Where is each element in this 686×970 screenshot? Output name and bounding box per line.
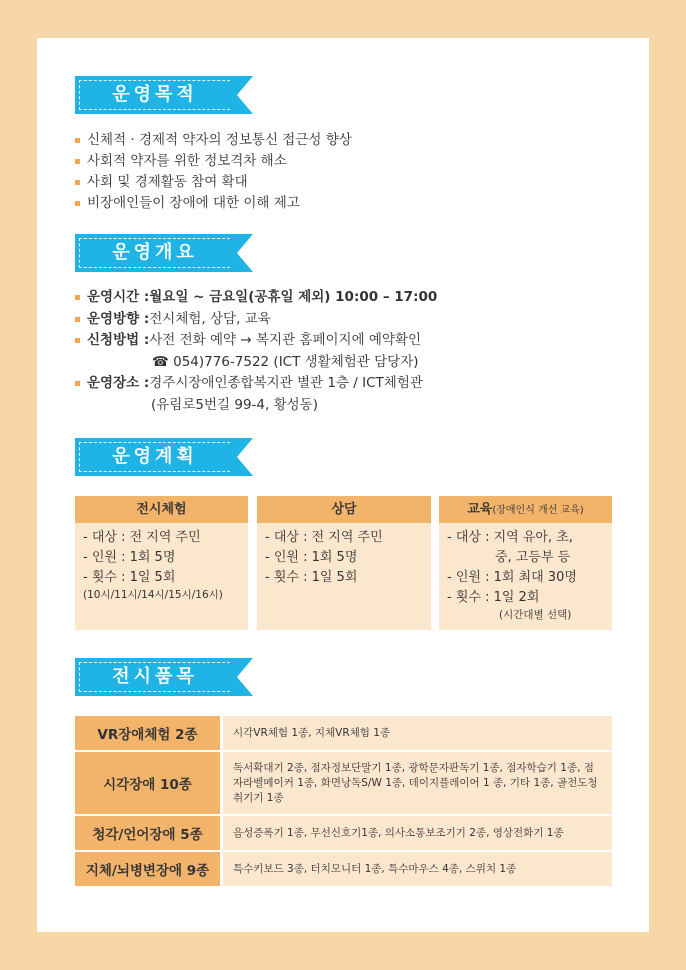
list-item: 사회 및 경제활동 참여 확대 <box>75 172 352 193</box>
exhibit-table <box>75 716 612 888</box>
apply-value: 사전 전화 예약 → 복지관 홈페이지에 예약확인 <box>149 332 422 348</box>
section-title-purpose: 운영목적 <box>112 84 198 105</box>
card-count: - 횟수 : 1일 5회 <box>265 570 358 585</box>
row-category: VR장애체험 2종 <box>75 716 220 750</box>
method-value: 전시체험, 상담, 교육 <box>149 310 271 327</box>
card-title <box>439 496 612 523</box>
card-target: - 대상 : 지역 유아, 초, <box>447 530 573 545</box>
place-label: 운영장소 : <box>87 375 150 391</box>
card-title: 전시체험 <box>75 496 248 523</box>
phone-value: ☎ 054)776-7522 (ICT 생활체험관 담당자) <box>152 353 419 370</box>
overview-address <box>75 395 437 417</box>
overview-apply <box>75 330 437 352</box>
overview-hours <box>75 287 437 309</box>
overview-place <box>75 373 437 395</box>
purpose-list <box>75 130 352 214</box>
card-title-sub: (장애인식 개선 교육) <box>492 505 584 516</box>
row-category: 시각장애 10종 <box>75 752 220 814</box>
row-category: 청각/언어장애 5종 <box>75 816 220 850</box>
table-row <box>75 852 612 886</box>
card-people: - 인원 : 1회 5명 <box>265 550 358 565</box>
table-row <box>75 816 612 850</box>
card-people: - 인원 : 1회 5명 <box>83 550 176 565</box>
plan-cards <box>75 496 612 630</box>
list-item: 비장애인들이 장애에 대한 이해 제고 <box>75 193 352 214</box>
overview-info <box>75 287 437 416</box>
card-target-cont: 중, 고등부 등 <box>495 550 571 565</box>
row-items: 시각VR체험 1종, 지체VR체험 1종 <box>223 716 612 750</box>
card-note: (시간대별 선택) <box>499 609 572 621</box>
plan-card-exhibit <box>75 496 248 630</box>
address-value: (유림로5번길 99-4, 황성동) <box>151 396 318 413</box>
overview-method <box>75 309 437 331</box>
card-title-main: 교육 <box>467 502 493 517</box>
plan-card-edu <box>439 496 612 630</box>
list-item: 사회적 약자를 위한 정보격차 해소 <box>75 151 352 172</box>
hours-label: 운영시간 : <box>87 289 150 305</box>
card-target: - 대상 : 전 지역 주민 <box>265 530 383 545</box>
table-row <box>75 716 612 750</box>
section-title-overview: 운영개요 <box>112 242 198 263</box>
list-item: 신체적 · 경제적 약자의 정보통신 접근성 향상 <box>75 130 352 151</box>
row-items: 독서확대기 2종, 점자정보단말기 1종, 광학문자판독기 1종, 점자학습기 1종, 점자라벨메이커 1종, 화면낭독S/W 1종, 데이지플레이어 1 종, 기타 1종, 골전도청취기기 1종 <box>223 752 612 814</box>
card-times: (10시/11시/14시/15시/16시) <box>83 589 223 601</box>
card-people: - 인원 : 1회 최대 30명 <box>447 570 577 585</box>
overview-phone <box>75 352 437 374</box>
hours-value: 월요일 ~ 금요일(공휴일 제외) 10:00 – 17:00 <box>149 289 438 305</box>
plan-card-consult <box>257 496 431 630</box>
card-title: 상담 <box>257 496 431 523</box>
place-value: 경주시장애인종합복지관 별관 1층 / ICT체험관 <box>149 375 423 391</box>
section-title-exhibit: 전시품목 <box>112 666 198 687</box>
method-label: 운영방향 : <box>87 310 150 327</box>
row-items: 음성증폭기 1종, 무선신호기1종, 의사소통보조기기 2종, 영상전화기 1종 <box>223 816 612 850</box>
table-row <box>75 752 612 814</box>
card-target: - 대상 : 전 지역 주민 <box>83 530 201 545</box>
card-count: - 횟수 : 1일 5회 <box>83 570 176 585</box>
row-items: 특수키보드 3종, 터치모니터 1종, 특수마우스 4종, 스위치 1종 <box>223 852 612 886</box>
row-category: 지체/뇌병변장애 9종 <box>75 852 220 886</box>
card-count: - 횟수 : 1일 2회 <box>447 590 540 605</box>
apply-label: 신청방법 : <box>87 332 150 348</box>
section-title-plan: 운영계획 <box>112 446 198 467</box>
brochure-page <box>37 38 649 932</box>
